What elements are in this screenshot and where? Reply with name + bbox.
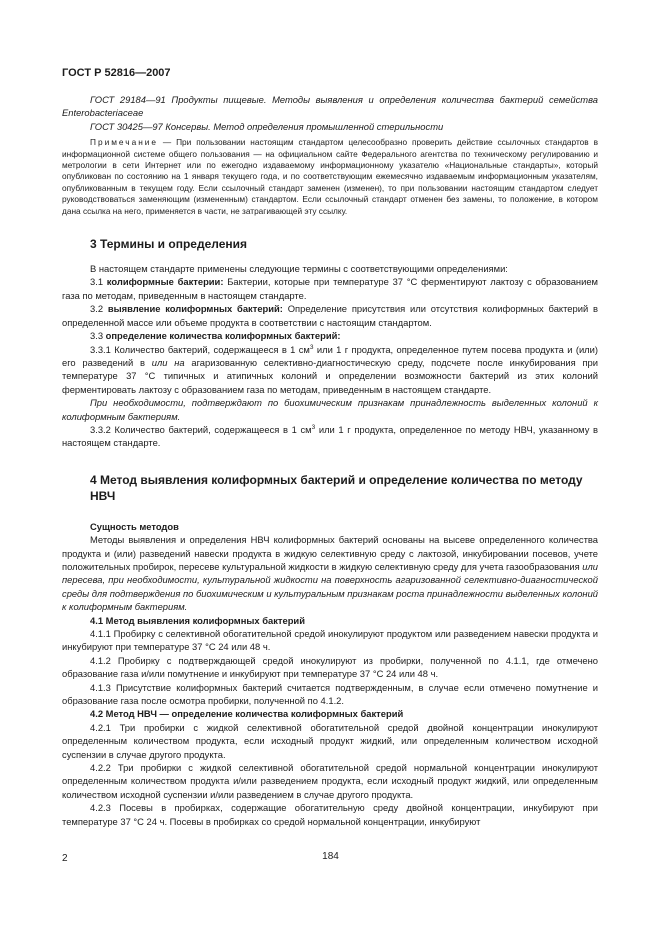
term-name: колиформные бактерии: xyxy=(106,276,224,288)
document-header: ГОСТ Р 52816—2007 xyxy=(62,67,171,79)
term-3-2 xyxy=(62,302,598,329)
term-name: выявление колиформных бактерий: xyxy=(107,303,283,315)
paragraph-3-3-2 xyxy=(62,423,598,450)
subsection-4-1-heading: 4.1 Метод выявления колиформных бактерий xyxy=(90,614,305,626)
paragraph-3-3-1-note: При необходимости, подтверждают по биохимическим признакам принадлежность выделенных колоний к колиформным бактериям. xyxy=(62,397,598,422)
paragraph-4-2-1: 4.2.1 Три пробирки с жидкой селективной обогатительной средой двойной концентрации инокулируют определенным количеством продукта, если исходный продукт жидкий, или определенным количеством исходной суспензии в случае другого продукта. xyxy=(62,721,598,760)
superscript: 3 xyxy=(311,423,316,431)
page-number: 2 xyxy=(62,853,68,864)
text-run-italic: или на xyxy=(151,356,185,368)
term-3-1 xyxy=(62,275,598,302)
reference-gost-29184: ГОСТ 29184—91 Продукты пищевые. Методы выявления и определения количества бактерий семейства Enterobacteriaceae xyxy=(62,94,598,119)
text-run-italic: или пересева, при необходимости, культуральной жидкости на поверхность агаризованной селективно-диагностической среды для подтверждения по биохимическим и культуральным признакам роста принадлежности выделенных колоний к колиформным бактериям. xyxy=(62,560,598,613)
term-definition: Бактерии, которые при температуре 37 °С ферментируют лактозу с образованием газа по методам, приведенным в настоящем стандарте. xyxy=(62,276,598,301)
section-4-heading: 4 Метод выявления колиформных бактерий и определение количества по методу НВЧ xyxy=(90,472,583,503)
text-run: или 1 г продукта, определенное по методу НВЧ, указанному в настоящем стандарте. xyxy=(62,423,599,449)
note-text: — При пользовании настоящим стандартом целесообразно проверить действие ссылочных стандартов в информационной системе общего пользования — на официальном сайте Федерального агентства по техническому регулированию и метрологии в сети Интернет или по ежегодно издаваемому информационному указателю «Национальные стандарты», который опубликован по состоянию на 1 января текущего года, и по соответствующим ежемесячно издаваемым информационным указателям, опубликованным в текущем году. Если ссылочный стандарт заменен (изменен), то при пользовании настоящим стандартом следует руководствоваться заменяющим (измененным) стандартом. Если ссылочный стандарт отменен без замены, то положение, в котором дана ссылка на него, применяется в части, не затрагивающей эту ссылку. xyxy=(62,137,598,216)
term-number: 3.3 xyxy=(90,330,106,342)
text-run: Методы выявления и определения НВЧ колиформных бактерий основаны на высеве определенного количества продукта и (или) разведений навески продукта в жидкую селективную среду с лактозой, инкубировании посевов, учете положительных пробирок, пересеве культуральной жидкости в жидкую селективную среду для учета газообразования xyxy=(62,534,598,572)
reference-gost-30425: ГОСТ 30425—97 Консервы. Метод определения промышленной стерильности xyxy=(90,120,444,132)
paragraph-4-1-1: 4.1.1 Пробирку с селективной обогатительной средой инокулируют продуктом или разведением навески продукта и инкубируют при температуре 37 °С 24 или 48 ч. xyxy=(62,628,598,653)
text-run: 3.3.1 Количество бактерий, содержащееся в 1 см xyxy=(90,343,310,355)
term-number: 3.1 xyxy=(90,276,107,288)
document-body xyxy=(62,93,598,828)
paragraph-4-2-3: 4.2.3 Посевы в пробирках, содержащие обогатительную среду двойной концентрации, инкубируют при температуре 37 °С 24 ч. Посевы в пробирках со средой нормальной концентрации, инкубируют xyxy=(62,802,598,827)
paragraph-4-1-3: 4.1.3 Присутствие колиформных бактерий считается подтвержденным, в случае если отмечено помутнение и образование газа после осмотра пробирки, полученной по 4.1.2. xyxy=(62,681,598,707)
text-run: или 1 г продукта, определенное путем посева продукта и (или) его разведений в xyxy=(62,343,599,368)
term-number: 3.2 xyxy=(90,303,108,315)
paragraph-4-1-2: 4.1.2 Пробирку с подтверждающей средой инокулируют из пробирки, полученной по 4.1.1, где отмечено образование газа и/или помутнение и инкубируют при температуре 37 °С 24 или 48 ч. xyxy=(62,654,598,680)
essence-heading: Сущность методов xyxy=(90,520,179,532)
term-definition: Определение присутствия или отсутствия колиформных бактерий в определенной массе или объеме продукта в соответствии с настоящим стандартом. xyxy=(62,303,599,328)
note-paragraph xyxy=(62,137,598,217)
term-name: определение количества колиформных бактерий: xyxy=(105,330,341,342)
subsection-4-2-heading: 4.2 Метод НВЧ — определение количества колиформных бактерий xyxy=(90,708,404,720)
superscript: 3 xyxy=(309,343,314,351)
paragraph-3-3-1 xyxy=(62,343,598,397)
note-label: Примечание xyxy=(90,137,159,148)
term-3-3 xyxy=(62,329,598,342)
text-run: агаризованную селективно-диагностическую среду, подсчете после инкубирования при температуре 37 °С типичных и атипичных колоний и определении возможности бактерий из этих колоний ферментировать лактозу с образованием газа по методам, приведенным в настоящем стандарте. xyxy=(62,356,598,395)
sheet-number: 184 xyxy=(322,851,339,862)
essence-paragraph xyxy=(62,533,598,613)
paragraph-4-2-2: 4.2.2 Три пробирки с жидкой селективной обогатительной средой нормальной концентрации инокулируют определенным количеством продукта и/или разведением продукта, если исходный продукт жидкий, или определенным количеством исходной суспензии и/или разведением в случае другого продукта. xyxy=(62,762,598,800)
text-run: 3.3.2 Количество бактерий, содержащееся в 1 см xyxy=(90,423,312,435)
section-3-intro: В настоящем стандарте применены следующие термины с соответствующими определениями: xyxy=(90,263,508,275)
section-3-heading: 3 Термины и определения xyxy=(90,237,248,252)
